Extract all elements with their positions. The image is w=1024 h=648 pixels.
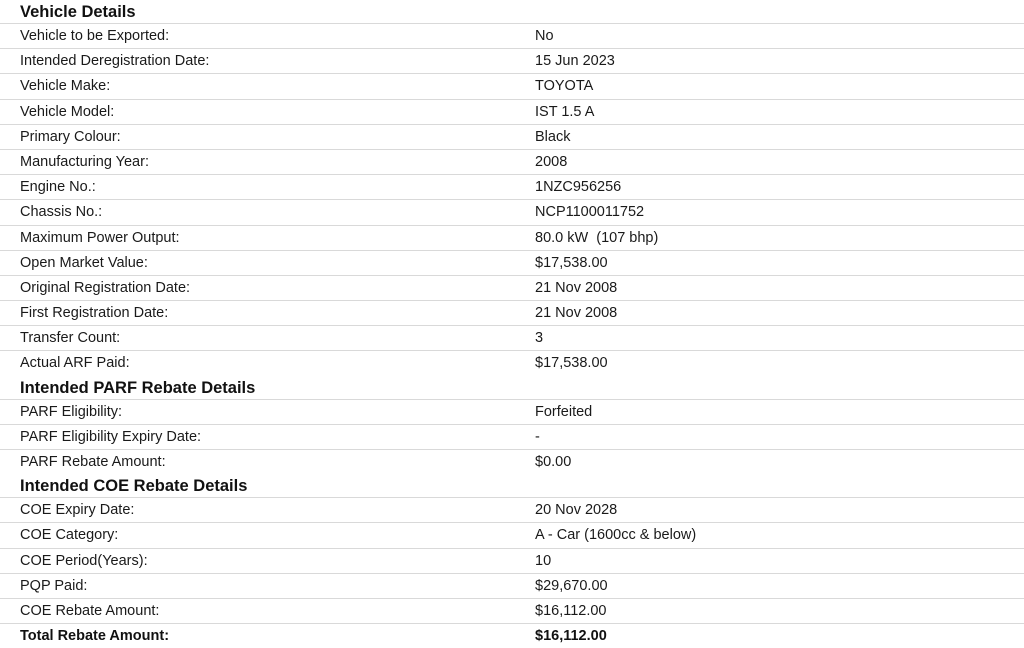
total-label: Total Rebate Amount: bbox=[20, 628, 170, 645]
field-value: A - Car (1600cc & below) bbox=[535, 527, 697, 544]
field-value: 20 Nov 2028 bbox=[535, 502, 618, 519]
row-maximum-power-output bbox=[0, 225, 1024, 250]
field-label: Original Registration Date: bbox=[20, 279, 191, 296]
field-value: IST 1.5 A bbox=[535, 103, 595, 120]
row-primary-colour bbox=[0, 124, 1024, 149]
field-value: $16,112.00 bbox=[535, 602, 607, 619]
field-value: 1NZC956256 bbox=[535, 179, 622, 196]
field-value: 2008 bbox=[535, 153, 568, 170]
field-label: Primary Colour: bbox=[20, 128, 121, 145]
row-first-registration-date bbox=[0, 300, 1024, 325]
field-label: Chassis No.: bbox=[20, 204, 103, 221]
field-label: Transfer Count: bbox=[20, 330, 121, 347]
section-title-coe-rebate-details: Intended COE Rebate Details bbox=[20, 477, 248, 496]
field-value: 10 bbox=[535, 552, 552, 569]
field-value: $0.00 bbox=[535, 454, 572, 470]
row-parf-eligibility-expiry-date bbox=[0, 424, 1024, 449]
field-label: Manufacturing Year: bbox=[20, 153, 149, 170]
field-value: 21 Nov 2008 bbox=[535, 305, 618, 322]
row-intended-deregistration-date bbox=[0, 48, 1024, 73]
field-value: 21 Nov 2008 bbox=[535, 279, 618, 296]
row-vehicle-model bbox=[0, 99, 1024, 124]
row-coe-expiry-date bbox=[0, 497, 1024, 522]
field-label: COE Period(Years): bbox=[20, 552, 148, 569]
row-engine-no bbox=[0, 174, 1024, 199]
field-value: 15 Jun 2023 bbox=[535, 53, 615, 70]
field-value: $17,538.00 bbox=[535, 355, 608, 372]
row-parf-rebate-amount bbox=[0, 449, 1024, 474]
field-value: No bbox=[535, 28, 554, 44]
field-value: Black bbox=[535, 128, 571, 145]
row-coe-rebate-amount bbox=[0, 598, 1024, 623]
field-value: $29,670.00 bbox=[535, 577, 608, 594]
field-label: PQP Paid: bbox=[20, 577, 88, 594]
field-label: COE Category: bbox=[20, 527, 119, 544]
field-value: 3 bbox=[535, 330, 544, 347]
field-label: PARF Eligibility Expiry Date: bbox=[20, 428, 202, 445]
field-label: Maximum Power Output: bbox=[20, 229, 180, 246]
row-coe-category bbox=[0, 522, 1024, 547]
field-label: Vehicle Make: bbox=[20, 78, 111, 95]
field-value: NCP1100011752 bbox=[535, 204, 645, 221]
row-vehicle-make bbox=[0, 73, 1024, 98]
field-value: TOYOTA bbox=[535, 78, 594, 95]
field-value: - bbox=[535, 428, 540, 445]
field-value: Forfeited bbox=[535, 403, 593, 420]
field-label: COE Expiry Date: bbox=[20, 502, 135, 519]
row-transfer-count bbox=[0, 325, 1024, 350]
field-value: 80.0 kW (107 bhp) bbox=[535, 229, 659, 246]
section-title-vehicle-details: Vehicle Details bbox=[20, 3, 136, 21]
field-label: Open Market Value: bbox=[20, 254, 148, 271]
row-vehicle-to-be-exported bbox=[0, 23, 1024, 48]
field-label: PARF Rebate Amount: bbox=[20, 454, 166, 470]
row-actual-arf-paid bbox=[0, 350, 1024, 375]
field-label: First Registration Date: bbox=[20, 305, 169, 322]
row-original-registration-date bbox=[0, 275, 1024, 300]
row-pqp-paid bbox=[0, 573, 1024, 598]
field-label: Actual ARF Paid: bbox=[20, 355, 130, 372]
field-label: COE Rebate Amount: bbox=[20, 602, 160, 619]
field-label: Engine No.: bbox=[20, 179, 96, 196]
row-manufacturing-year bbox=[0, 149, 1024, 174]
field-label: Vehicle to be Exported: bbox=[20, 28, 170, 44]
field-value: $17,538.00 bbox=[535, 254, 608, 271]
field-label: Intended Deregistration Date: bbox=[20, 53, 210, 70]
total-value: $16,112.00 bbox=[535, 628, 607, 645]
row-chassis-no bbox=[0, 199, 1024, 224]
row-open-market-value bbox=[0, 250, 1024, 275]
field-label: Vehicle Model: bbox=[20, 103, 115, 120]
row-total-rebate-amount bbox=[0, 623, 1024, 648]
field-label: PARF Eligibility: bbox=[20, 403, 123, 420]
row-parf-eligibility bbox=[0, 399, 1024, 424]
row-coe-period-years bbox=[0, 548, 1024, 573]
section-title-parf-rebate-details: Intended PARF Rebate Details bbox=[20, 378, 256, 397]
